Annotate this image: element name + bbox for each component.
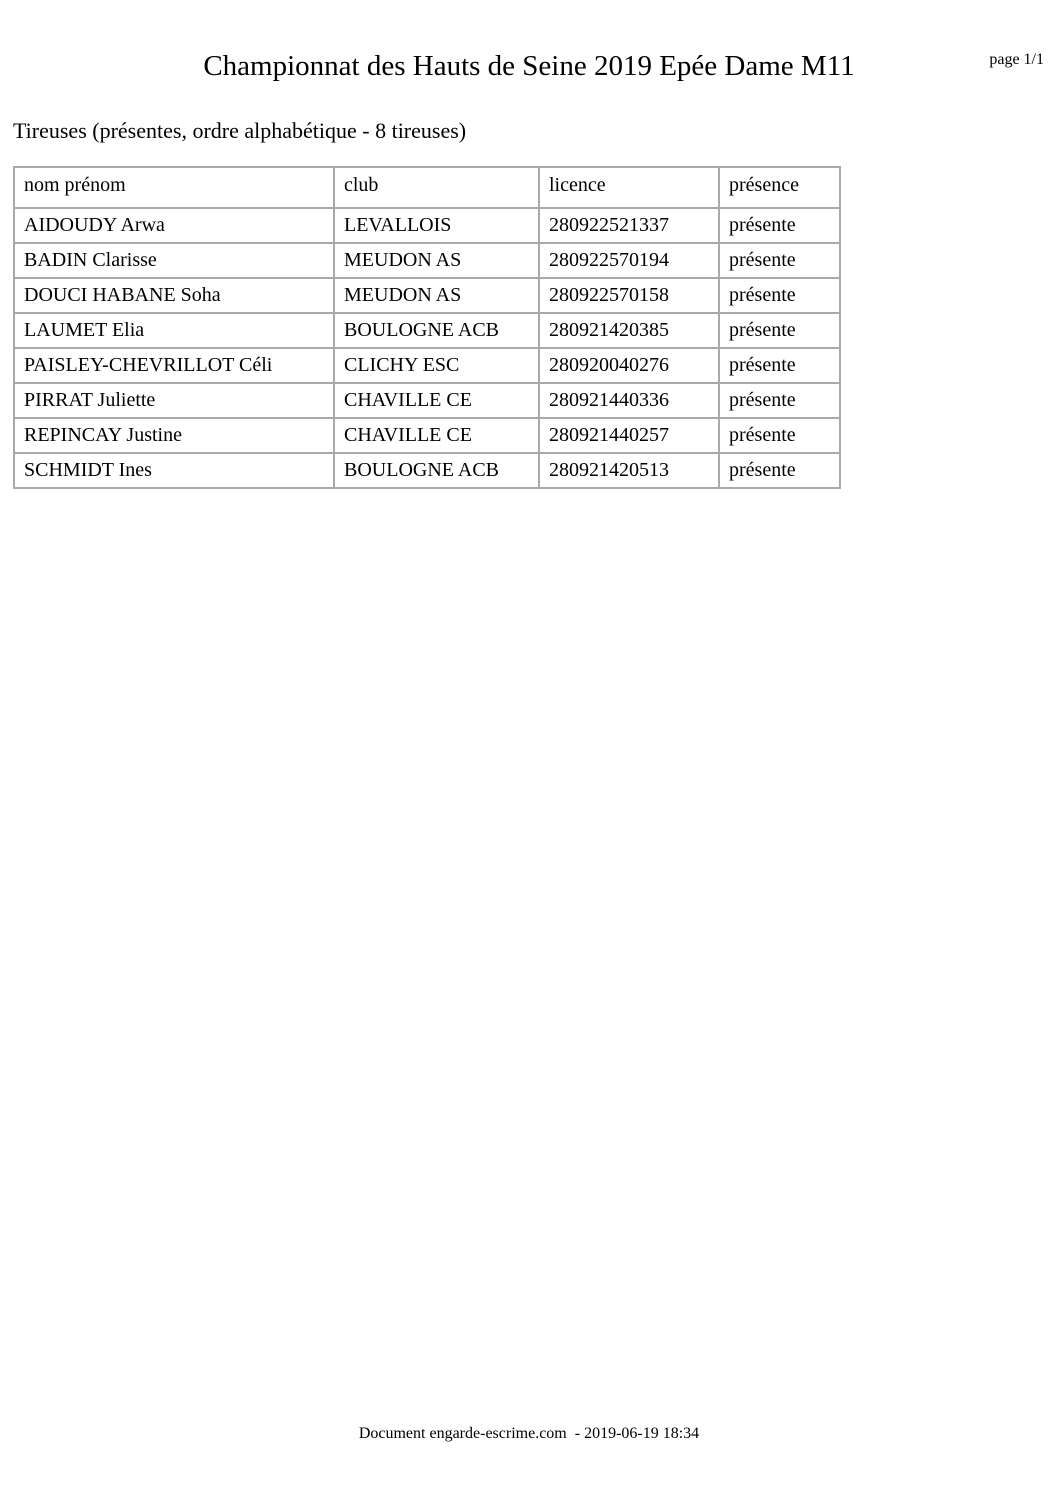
- table-row: [14, 383, 840, 418]
- header-row: [14, 167, 840, 208]
- table-row: [14, 348, 840, 383]
- header-club: club: [334, 167, 539, 208]
- table-row: [14, 243, 840, 278]
- cell-presence: présente: [719, 208, 840, 243]
- table-body: [14, 208, 840, 488]
- header-presence: présence: [719, 167, 840, 208]
- cell-presence: présente: [719, 278, 840, 313]
- header-nom-prenom: nom prénom: [14, 167, 334, 208]
- cell-nom-prenom: PAISLEY-CHEVRILLOT Céli: [14, 348, 334, 383]
- cell-nom-prenom: SCHMIDT Ines: [14, 453, 334, 488]
- table-header: [14, 167, 840, 208]
- cell-nom-prenom: AIDOUDY Arwa: [14, 208, 334, 243]
- cell-club: BOULOGNE ACB: [334, 453, 539, 488]
- cell-licence: 280922570158: [539, 278, 719, 313]
- cell-licence: 280921440257: [539, 418, 719, 453]
- page-number: page 1/1: [989, 51, 1044, 68]
- document-title: Championnat des Hauts de Seine 2019 Epée Dame M11: [203, 50, 855, 82]
- cell-club: MEUDON AS: [334, 278, 539, 313]
- cell-nom-prenom: DOUCI HABANE Soha: [14, 278, 334, 313]
- cell-nom-prenom: REPINCAY Justine: [14, 418, 334, 453]
- document-footer: Document engarde-escrime.com - 2019-06-19 18:34: [358, 1425, 700, 1442]
- table-row: [14, 278, 840, 313]
- cell-licence: 280920040276: [539, 348, 719, 383]
- cell-licence: 280921440336: [539, 383, 719, 418]
- cell-licence: 280921420385: [539, 313, 719, 348]
- cell-presence: présente: [719, 453, 840, 488]
- fencer-roster-table: [13, 166, 841, 489]
- cell-club: LEVALLOIS: [334, 208, 539, 243]
- cell-club: CHAVILLE CE: [334, 383, 539, 418]
- cell-club: CHAVILLE CE: [334, 418, 539, 453]
- cell-club: BOULOGNE ACB: [334, 313, 539, 348]
- cell-presence: présente: [719, 418, 840, 453]
- cell-club: CLICHY ESC: [334, 348, 539, 383]
- table-row: [14, 313, 840, 348]
- cell-club: MEUDON AS: [334, 243, 539, 278]
- table-row: [14, 418, 840, 453]
- table-row: [14, 208, 840, 243]
- cell-presence: présente: [719, 313, 840, 348]
- cell-nom-prenom: PIRRAT Juliette: [14, 383, 334, 418]
- cell-nom-prenom: BADIN Clarisse: [14, 243, 334, 278]
- header-licence: licence: [539, 167, 719, 208]
- cell-presence: présente: [719, 383, 840, 418]
- cell-nom-prenom: LAUMET Elia: [14, 313, 334, 348]
- section-heading: Tireuses (présentes, ordre alphabétique - 8 tireuses): [13, 118, 467, 143]
- cell-licence: 280921420513: [539, 453, 719, 488]
- cell-presence: présente: [719, 348, 840, 383]
- cell-licence: 280922570194: [539, 243, 719, 278]
- table-row: [14, 453, 840, 488]
- cell-licence: 280922521337: [539, 208, 719, 243]
- cell-presence: présente: [719, 243, 840, 278]
